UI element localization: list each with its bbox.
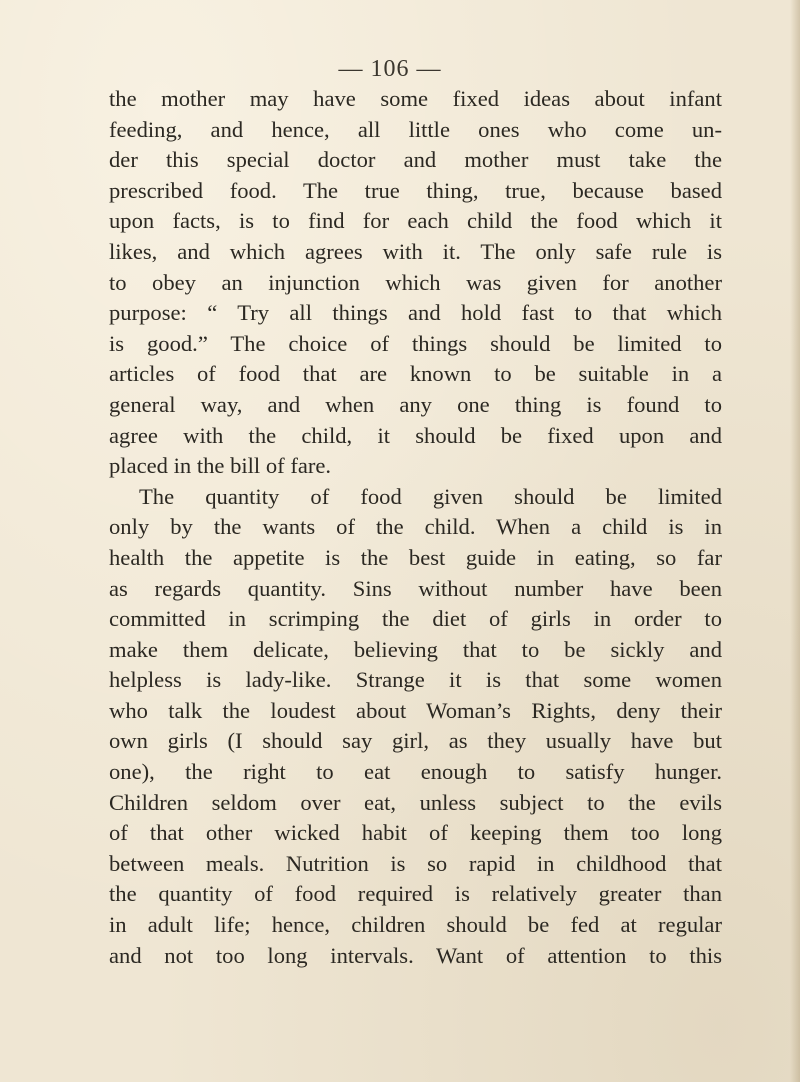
text-line: Children seldom over eat, unless subject to the evils <box>109 789 722 815</box>
text-line: make them delicate, believing that to be sickly and <box>109 636 722 662</box>
text-line: health the appetite is the best guide in eating, so far <box>109 544 722 570</box>
paragraph-last-line: placed in the bill of fare. <box>109 453 332 479</box>
text-line: committed in scrimping the diet of girls in order to <box>109 606 722 632</box>
text-line: one), the right to eat enough to satisfy hunger. <box>109 759 722 785</box>
text-line: likes, and which agrees with it. The only safe rule is <box>109 238 722 264</box>
paragraph-first-line: The quantity of food given should be limited <box>139 483 722 509</box>
page-edge-shadow <box>790 0 800 1082</box>
text-line: the quantity of food required is relatively greater than <box>109 881 722 907</box>
text-line: as regards quantity. Sins without number have been <box>109 575 722 601</box>
text-line: upon facts, is to find for each child the food which it <box>109 208 722 234</box>
text-line: own girls (I should say girl, as they usually have but <box>109 728 722 754</box>
text-line: helpless is lady-like. Strange it is that some women <box>109 667 722 693</box>
text-line: who talk the loudest about Woman’s Rights, deny their <box>109 697 722 723</box>
page-number: — 106 — <box>338 56 442 82</box>
text-line: is good.” The choice of things should be limited to <box>109 330 722 356</box>
text-line: and not too long intervals. Want of attention to this <box>109 942 722 968</box>
text-line: feeding, and hence, all little ones who come un- <box>109 116 722 142</box>
text-line: prescribed food. The true thing, true, because based <box>109 177 722 203</box>
body-text <box>109 84 722 971</box>
text-line: of that other wicked habit of keeping them too long <box>109 820 722 846</box>
text-line: between meals. Nutrition is so rapid in childhood that <box>109 850 722 876</box>
text-line: purpose: “ Try all things and hold fast to that which <box>109 300 722 326</box>
text-line: to obey an injunction which was given for another <box>109 269 722 295</box>
text-line: general way, and when any one thing is found to <box>109 391 722 417</box>
text-line: articles of food that are known to be suitable in a <box>109 361 722 387</box>
text-line: in adult life; hence, children should be fed at regular <box>109 912 722 938</box>
text-line: der this special doctor and mother must take the <box>109 147 722 173</box>
text-line: agree with the child, it should be fixed upon and <box>109 422 722 448</box>
text-line: the mother may have some fixed ideas about infant <box>109 86 722 111</box>
text-line: only by the wants of the child. When a child is in <box>109 514 722 540</box>
